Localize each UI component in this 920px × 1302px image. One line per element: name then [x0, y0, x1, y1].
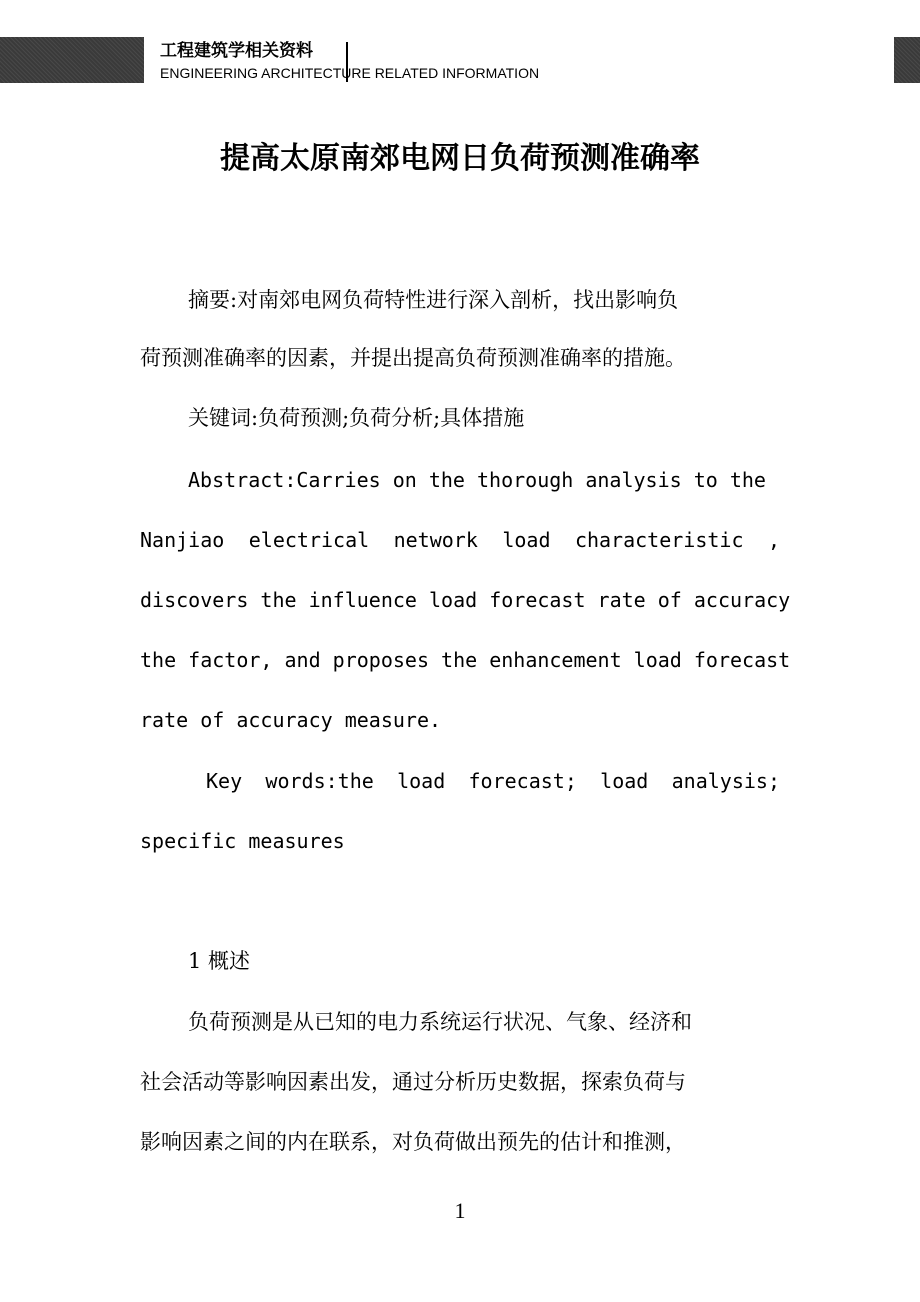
header-title-en: ENGINEERING ARCHITECTURE RELATED INFORMATION — [160, 65, 540, 81]
section-body-line-2: 社会活动等影响因素出发，通过分析历史数据，探索负荷与 — [140, 1070, 686, 1094]
abstract-en-line-3: discovers the influence load forecast rate of accuracy — [140, 588, 791, 612]
header-decor-bar-left — [0, 37, 144, 83]
abstract-en-line-5: rate of accuracy measure. — [140, 708, 442, 732]
abstract-en-line-1: Abstract:Carries on the thorough analysis to the — [188, 468, 766, 492]
page-number: 1 — [454, 1198, 466, 1223]
document-title: 提高太原南郊电网日负荷预测准确率 — [220, 141, 700, 176]
abstract-cn-line-2: 荷预测准确率的因素，并提出提高负荷预测准确率的措施。 — [140, 346, 686, 370]
abstract-cn-line-1: 摘要:对南郊电网负荷特性进行深入剖析，找出影响负 — [188, 288, 679, 312]
section-heading: 1 概述 — [188, 949, 251, 973]
header-decor-bar-right — [894, 37, 920, 83]
keywords-en-line-2: specific measures — [140, 829, 345, 853]
keywords-cn: 关键词:负荷预测;负荷分析;具体措施 — [188, 406, 525, 430]
abstract-en-line-2: Nanjiao electrical network load characteristic , — [140, 528, 780, 552]
abstract-en-line-4: the factor, and proposes the enhancement load forecast — [140, 648, 791, 672]
section-body-line-1: 负荷预测是从已知的电力系统运行状况、气象、经济和 — [188, 1010, 692, 1034]
keywords-en-line-1: Key words:the load forecast; load analysis; — [206, 769, 780, 793]
header-title-cn: 工程建筑学相关资料 — [160, 41, 313, 61]
section-body-line-3: 影响因素之间的内在联系，对负荷做出预先的估计和推测， — [140, 1130, 686, 1154]
